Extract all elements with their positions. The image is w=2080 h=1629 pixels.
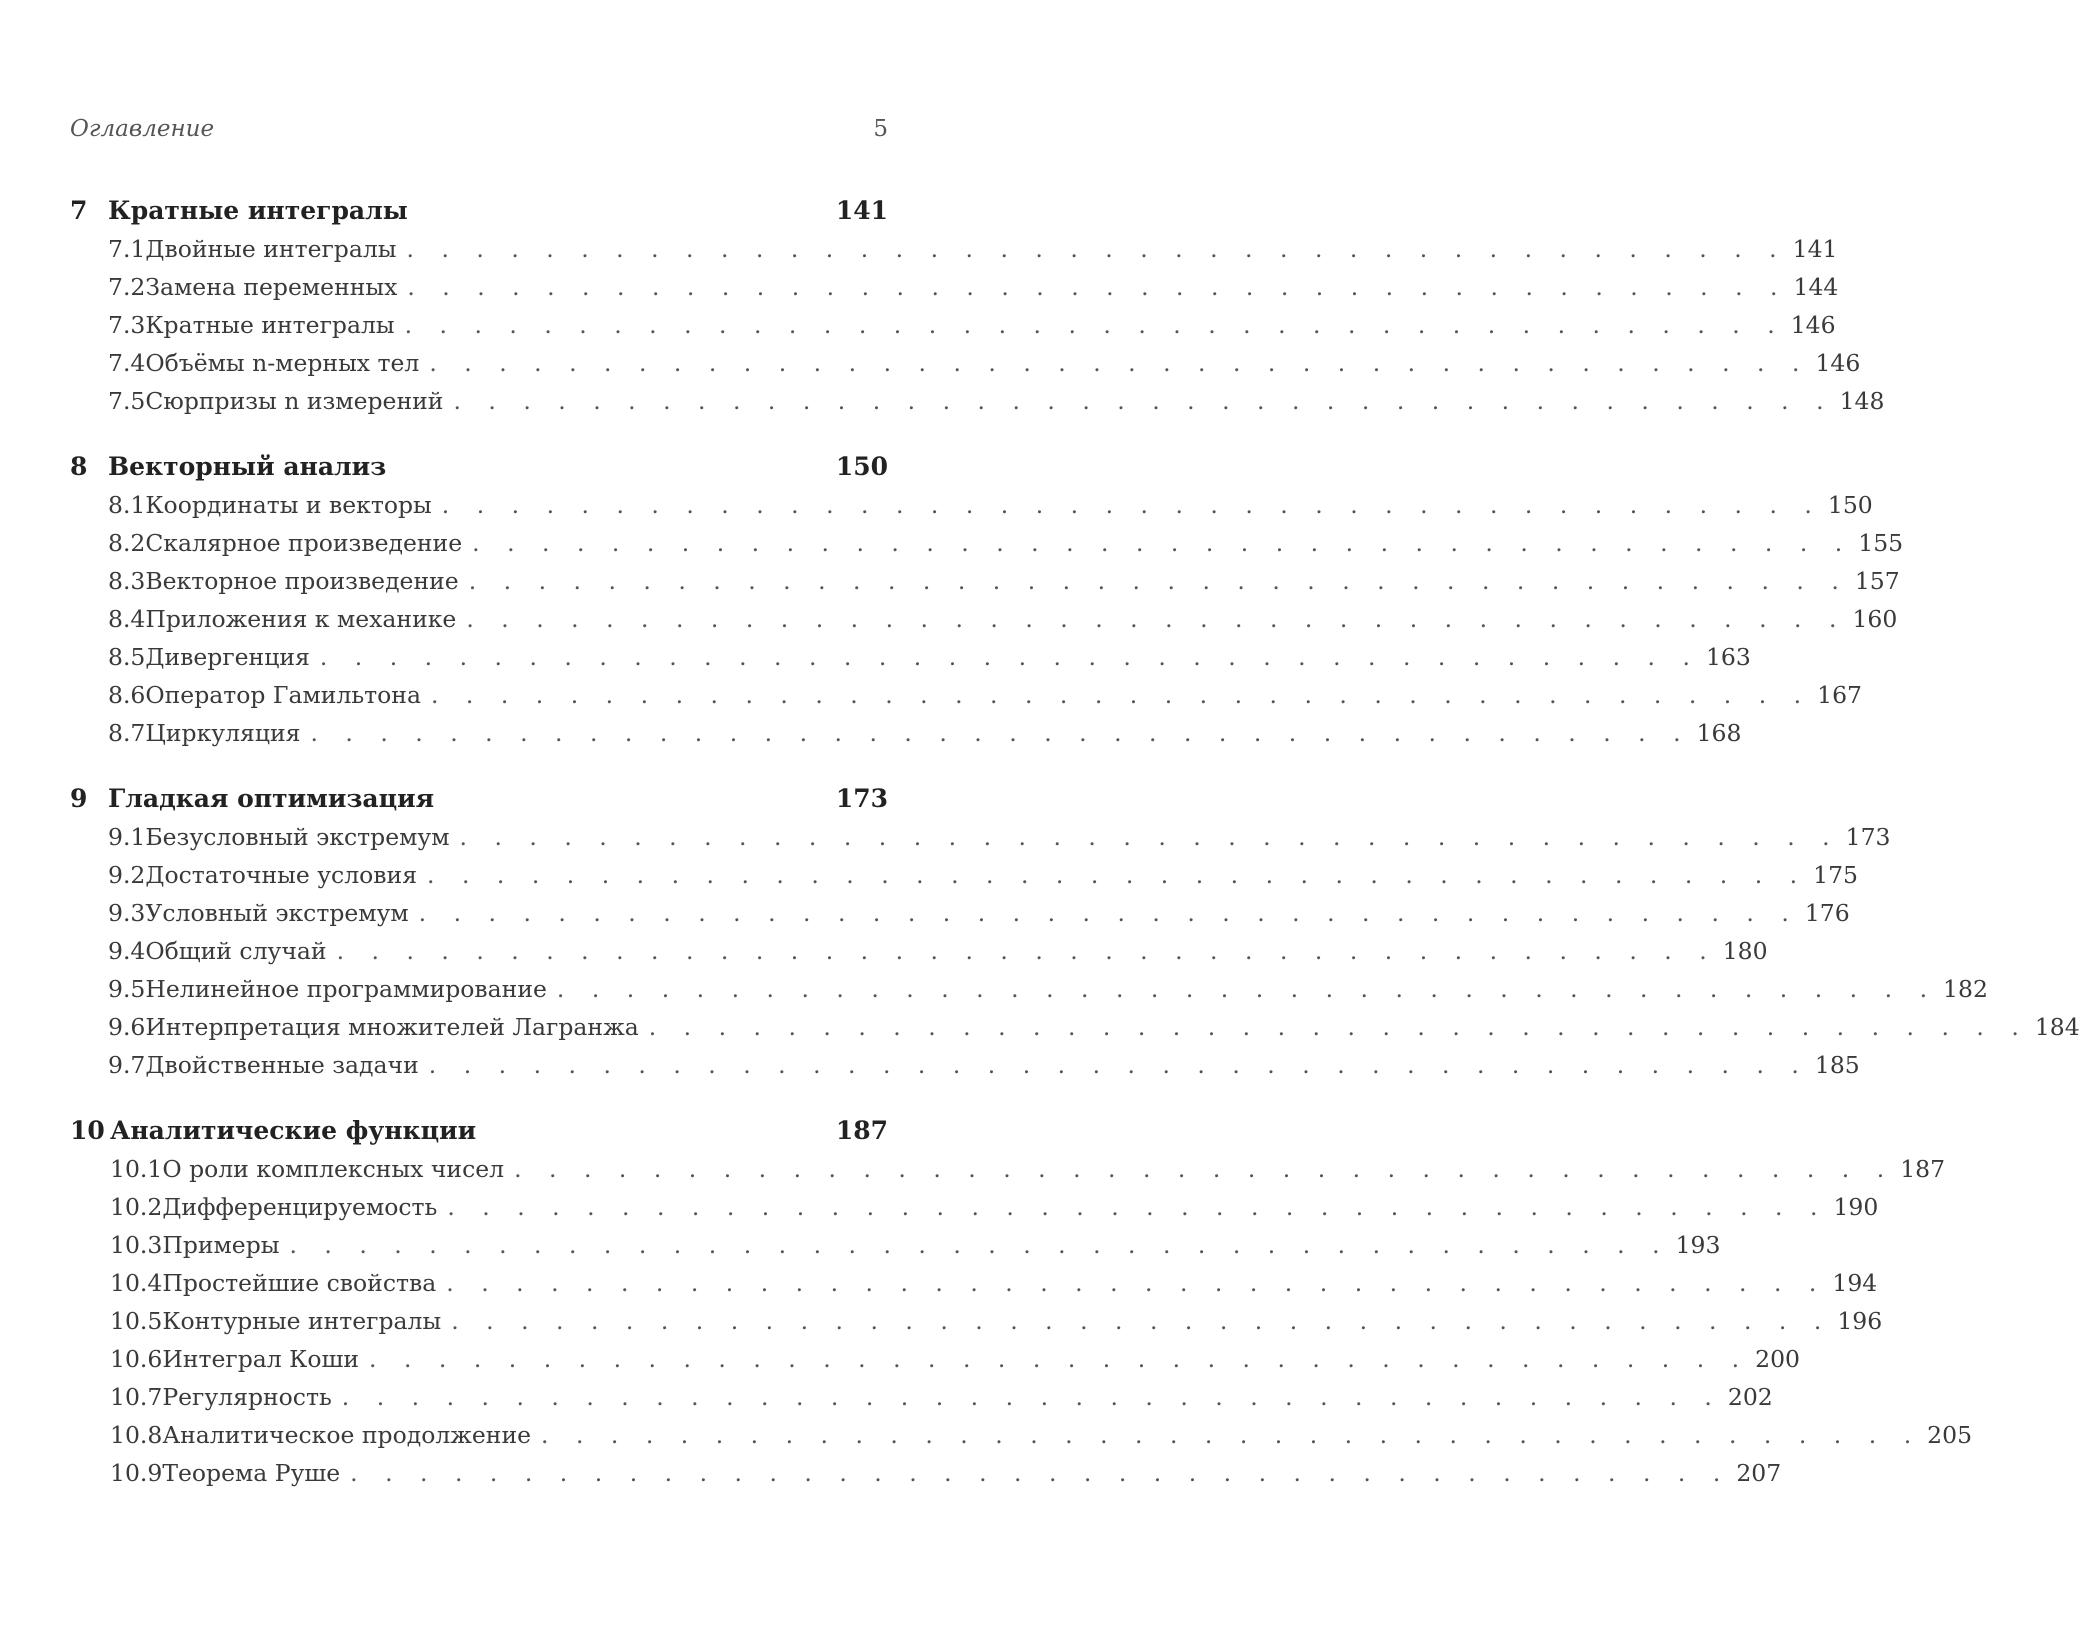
- section-number: 8.4: [108, 605, 146, 633]
- section-page: 175: [1813, 861, 1859, 889]
- chapter-page: 150: [835, 452, 888, 481]
- section-title: Регулярность: [162, 1383, 332, 1411]
- section-page: 193: [1675, 1231, 1721, 1259]
- section-title: О роли комплексных чисел: [162, 1155, 505, 1183]
- section-page: 187: [1900, 1155, 1946, 1183]
- section-page: 184: [2034, 1013, 2080, 1041]
- section-page: 207: [1736, 1459, 1782, 1487]
- section-number: 10.3: [110, 1231, 163, 1259]
- dot-leader: . . . . . . . . . . . . . . . . . . . . . . . . . . . . . . . . . . . . . . . .: [407, 273, 1788, 301]
- chapter-number: 7: [70, 196, 88, 225]
- dot-leader: . . . . . . . . . . . . . . . . . . . . . . . . . . . . . . . . . . . . . . . .: [406, 235, 1787, 263]
- dot-leader: . . . . . . . . . . . . . . . . . . . . . . . . . . . . . . . . . . . . . . . .: [453, 387, 1834, 415]
- dot-leader: . . . . . . . . . . . . . . . . . . . . . . . . . . . . . . . . . . . . . . . .: [541, 1421, 1922, 1449]
- dot-leader: . . . . . . . . . . . . . . . . . . . . . . . . . . . . . . . . . . . . . . . .: [428, 1051, 1809, 1079]
- dot-leader: . . . . . . . . . . . . . . . . . . . . . . . . . . . . . . . . . . . . . . . .: [369, 1345, 1750, 1373]
- section-title: Нелинейное программирование: [145, 975, 547, 1003]
- section-number: 10.4: [110, 1269, 163, 1297]
- section-page: 194: [1832, 1269, 1878, 1297]
- section-number: 9.3: [108, 899, 146, 927]
- section-page: 148: [1839, 387, 1885, 415]
- section-number: 8.7: [108, 719, 146, 747]
- toc-entry: [70, 1046, 1860, 1084]
- chapter-title: Векторный анализ: [108, 452, 387, 481]
- table-of-contents: [70, 192, 2080, 1492]
- section-page: 205: [1927, 1421, 1973, 1449]
- dot-leader: . . . . . . . . . . . . . . . . . . . . . . . . . . . . . . . . . . . . . . . .: [310, 719, 1691, 747]
- toc-entry: [70, 382, 1885, 420]
- toc-entry: [70, 1340, 1801, 1378]
- section-number: 9.1: [108, 823, 146, 851]
- section-title: Кратные интегралы: [145, 311, 395, 339]
- toc-entry: [70, 714, 1742, 752]
- section-number: 8.5: [108, 643, 146, 671]
- chapter-heading: [70, 780, 888, 818]
- section-number: 9.5: [108, 975, 146, 1003]
- section-title: Приложения к механике: [145, 605, 457, 633]
- dot-leader: . . . . . . . . . . . . . . . . . . . . . . . . . . . . . . . . . . . . . . . .: [472, 529, 1853, 557]
- toc-entry: [70, 1378, 1773, 1416]
- dot-leader: . . . . . . . . . . . . . . . . . . . . . . . . . . . . . . . . . . . . . . . .: [336, 937, 1717, 965]
- dot-leader: . . . . . . . . . . . . . . . . . . . . . . . . . . . . . . . . . . . . . . . .: [556, 975, 1938, 1003]
- section-number: 7.1: [108, 235, 146, 263]
- running-header: [70, 116, 888, 142]
- section-page: 160: [1852, 605, 1898, 633]
- toc-entry: [70, 524, 1904, 562]
- section-number: 8.6: [108, 681, 146, 709]
- toc-entry: [70, 932, 1768, 970]
- section-page: 176: [1804, 899, 1850, 927]
- section-number: 10.5: [110, 1307, 163, 1335]
- dot-leader: . . . . . . . . . . . . . . . . . . . . . . . . . . . . . . . . . . . . . . . .: [429, 349, 1810, 377]
- section-number: 7.3: [108, 311, 146, 339]
- chapter-spacer: [70, 1084, 888, 1112]
- dot-leader: . . . . . . . . . . . . . . . . . . . . . . . . . . . . . . . . . . . . . . . .: [451, 1307, 1832, 1335]
- section-title: Замена переменных: [145, 273, 398, 301]
- dot-leader: . . . . . . . . . . . . . . . . . . . . . . . . . . . . . . . . . . . . . . . .: [447, 1193, 1828, 1221]
- dot-leader: . . . . . . . . . . . . . . . . . . . . . . . . . . . . . . . . . . . . . . . .: [468, 567, 1849, 595]
- toc-entry: [70, 562, 1900, 600]
- section-number: 8.3: [108, 567, 146, 595]
- section-page: 190: [1833, 1193, 1879, 1221]
- section-page: 146: [1790, 311, 1836, 339]
- section-number: 9.4: [108, 937, 146, 965]
- dot-leader: . . . . . . . . . . . . . . . . . . . . . . . . . . . . . . . . . . . . . . . .: [418, 899, 1799, 927]
- section-title: Двойные интегралы: [145, 235, 397, 263]
- dot-leader: . . . . . . . . . . . . . . . . . . . . . . . . . . . . . . . . . . . . . . . .: [319, 643, 1700, 671]
- section-page: 146: [1815, 349, 1861, 377]
- section-title: Достаточные условия: [145, 861, 418, 889]
- section-title: Скалярное произведение: [145, 529, 463, 557]
- toc-entry: [70, 894, 1850, 932]
- dot-leader: . . . . . . . . . . . . . . . . . . . . . . . . . . . . . . . . . . . . . . . .: [514, 1155, 1895, 1183]
- toc-entry: [70, 230, 1838, 268]
- section-number: 9.7: [108, 1051, 146, 1079]
- section-page: 185: [1814, 1051, 1860, 1079]
- section-page: 173: [1845, 823, 1891, 851]
- dot-leader: . . . . . . . . . . . . . . . . . . . . . . . . . . . . . . . . . . . . . . . .: [446, 1269, 1827, 1297]
- section-page: 155: [1858, 529, 1904, 557]
- section-page: 196: [1837, 1307, 1883, 1335]
- dot-leader: . . . . . . . . . . . . . . . . . . . . . . . . . . . . . . . . . . . . . . . .: [427, 861, 1808, 889]
- section-page: 202: [1727, 1383, 1773, 1411]
- chapter-page: 173: [835, 784, 888, 813]
- section-page: 167: [1817, 681, 1862, 709]
- section-title: Простейшие свойства: [162, 1269, 437, 1297]
- section-number: 7.4: [108, 349, 146, 377]
- toc-entry: [70, 856, 1859, 894]
- section-number: 9.2: [108, 861, 146, 889]
- section-title: Условный экстремум: [145, 899, 409, 927]
- section-title: Аналитическое продолжение: [162, 1421, 532, 1449]
- section-page: 144: [1793, 273, 1839, 301]
- section-page: 157: [1854, 567, 1900, 595]
- running-header-title: Оглавление: [70, 116, 215, 142]
- dot-leader: . . . . . . . . . . . . . . . . . . . . . . . . . . . . . . . . . . . . . . . .: [404, 311, 1785, 339]
- section-title: Контурные интегралы: [162, 1307, 442, 1335]
- dot-leader: . . . . . . . . . . . . . . . . . . . . . . . . . . . . . . . . . . . . . . . .: [430, 681, 1812, 709]
- section-page: 150: [1827, 491, 1873, 519]
- section-title: Циркуляция: [145, 719, 301, 747]
- toc-entry: [70, 1302, 1883, 1340]
- toc-entry: [70, 1264, 1878, 1302]
- section-page: 180: [1722, 937, 1768, 965]
- chapter-spacer: [70, 752, 888, 780]
- section-number: 10.8: [110, 1421, 163, 1449]
- chapter-number: 10: [70, 1116, 105, 1145]
- dot-leader: . . . . . . . . . . . . . . . . . . . . . . . . . . . . . . . . . . . . . . . .: [441, 491, 1822, 519]
- toc-entry: [70, 1008, 2080, 1046]
- section-number: 7.5: [108, 387, 146, 415]
- toc-entry: [70, 600, 1898, 638]
- toc-entry: [70, 1454, 1782, 1492]
- section-title: Оператор Гамильтона: [145, 681, 421, 709]
- section-title: Векторное произведение: [145, 567, 459, 595]
- toc-entry: [70, 306, 1836, 344]
- section-page: 141: [1792, 235, 1838, 263]
- section-number: 7.2: [108, 273, 146, 301]
- dot-leader: . . . . . . . . . . . . . . . . . . . . . . . . . . . . . . . . . . . . . . . .: [648, 1013, 2029, 1041]
- section-title: Сюрпризы n измерений: [145, 387, 444, 415]
- toc-entry: [70, 1416, 1973, 1454]
- section-number: 10.7: [110, 1383, 163, 1411]
- section-page: 168: [1696, 719, 1742, 747]
- chapter-heading: [70, 448, 888, 486]
- chapter-number: 8: [70, 452, 88, 481]
- section-title: Интерпретация множителей Лагранжа: [145, 1013, 639, 1041]
- section-number: 10.2: [110, 1193, 163, 1221]
- section-title: Двойственные задачи: [145, 1051, 419, 1079]
- section-page: 182: [1943, 975, 1988, 1003]
- toc-entry: [70, 344, 1861, 382]
- section-page: 163: [1705, 643, 1751, 671]
- dot-leader: . . . . . . . . . . . . . . . . . . . . . . . . . . . . . . . . . . . . . . . .: [341, 1383, 1722, 1411]
- section-number: 10.9: [110, 1459, 163, 1487]
- toc-entry: [70, 638, 1751, 676]
- section-title: Примеры: [162, 1231, 280, 1259]
- toc-entry: [70, 818, 1891, 856]
- section-number: 9.6: [108, 1013, 146, 1041]
- toc-entry: [70, 486, 1873, 524]
- chapter-title: Аналитические функции: [110, 1116, 477, 1145]
- dot-leader: . . . . . . . . . . . . . . . . . . . . . . . . . . . . . . . . . . . . . . . .: [459, 823, 1840, 851]
- section-title: Дивергенция: [145, 643, 310, 671]
- section-title: Дифференцируемость: [162, 1193, 438, 1221]
- section-number: 8.1: [108, 491, 146, 519]
- dot-leader: . . . . . . . . . . . . . . . . . . . . . . . . . . . . . . . . . . . . . . . .: [289, 1231, 1670, 1259]
- section-title: Теорема Руше: [162, 1459, 341, 1487]
- section-title: Объёмы n-мерных тел: [145, 349, 420, 377]
- dot-leader: . . . . . . . . . . . . . . . . . . . . . . . . . . . . . . . . . . . . . . . .: [466, 605, 1847, 633]
- chapter-title: Гладкая оптимизация: [108, 784, 435, 813]
- section-number: 10.1: [110, 1155, 163, 1183]
- toc-entry: [70, 1226, 1721, 1264]
- section-title: Координаты и векторы: [145, 491, 432, 519]
- chapter-heading: [70, 192, 888, 230]
- section-title: Безусловный экстремум: [145, 823, 450, 851]
- chapter-heading: [70, 1112, 888, 1150]
- chapter-page: 187: [835, 1116, 888, 1145]
- toc-entry: [70, 676, 1862, 714]
- section-number: 8.2: [108, 529, 146, 557]
- chapter-spacer: [70, 420, 888, 448]
- toc-entry: [70, 1150, 1946, 1188]
- dot-leader: . . . . . . . . . . . . . . . . . . . . . . . . . . . . . . . . . . . . . . . .: [350, 1459, 1731, 1487]
- toc-entry: [70, 268, 1839, 306]
- chapter-page: 141: [835, 196, 888, 225]
- toc-entry: [70, 1188, 1879, 1226]
- chapter-number: 9: [70, 784, 88, 813]
- section-page: 200: [1755, 1345, 1801, 1373]
- chapter-title: Кратные интегралы: [108, 196, 408, 225]
- section-title: Интеграл Коши: [162, 1345, 360, 1373]
- page-number: 5: [873, 116, 888, 142]
- section-title: Общий случай: [145, 937, 327, 965]
- section-number: 10.6: [110, 1345, 163, 1373]
- toc-entry: [70, 970, 1988, 1008]
